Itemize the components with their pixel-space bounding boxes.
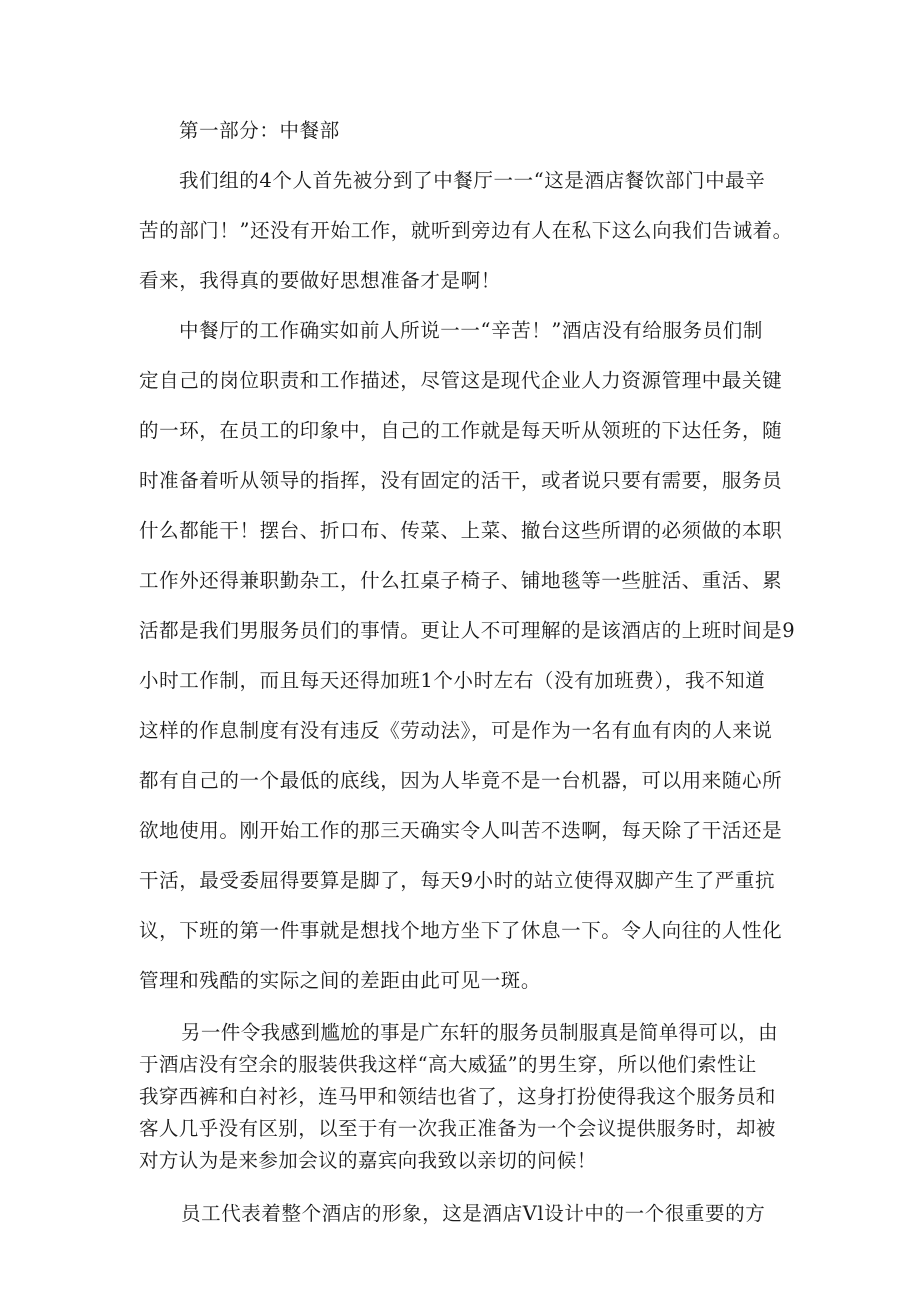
paragraph-line: 我们组的4个人首先被分到了中餐厅一一“这是酒店餐饮部门中最辛	[179, 169, 766, 192]
paragraph-line: 小时工作制，而且每天还得加班1个小时左右（没有加班费），我不知道	[139, 669, 766, 692]
paragraph-line: 定自己的岗位职责和工作描述，尽管这是现代企业人力资源管理中最关键	[139, 369, 783, 392]
paragraph-line: 中餐厅的工作确实如前人所说一一“辛苦！”酒店没有给服务员们制	[179, 319, 763, 342]
paragraph-line: 什么都能干！摆台、折口布、传菜、上菜、撤台这些所谓的必须做的本职	[139, 519, 783, 542]
paragraph-line: 苦的部门！”还没有开始工作，就听到旁边有人在私下这么向我们告诫着。	[139, 219, 793, 242]
paragraph-line: 欲地使用。刚开始工作的那三天确实令人叫苦不迭啊，每天除了干活还是	[139, 819, 783, 842]
paragraph-line: 都有自己的一个最低的底线，因为人毕竟不是一台机器，可以用来随心所	[139, 769, 783, 792]
paragraph-line: 客人几乎没有区别，以至于有一次我正准备为一个会议提供服务时，却被	[139, 1117, 776, 1140]
paragraph-line: 于酒店没有空余的服装供我这样“高大威猛”的男生穿，所以他们索性让	[139, 1053, 757, 1076]
paragraph-line: 看来，我得真的要做好思想准备才是啊！	[139, 269, 501, 292]
section-heading: 第一部分：中餐部	[179, 119, 340, 142]
paragraph-line: 员工代表着整个酒店的形象，这是酒店Vl设计中的一个很重要的方	[181, 1202, 766, 1225]
paragraph-line: 工作外还得兼职勤杂工，什么扛桌子椅子、铺地毯等一些脏活、重活、累	[139, 569, 783, 592]
paragraph-line: 活都是我们男服务员们的事情。更让人不可理解的是该酒店的上班时间是9	[139, 619, 796, 642]
paragraph-line: 对方认为是来参加会议的嘉宾向我致以亲切的问候！	[139, 1149, 597, 1172]
paragraph-line: 干活，最受委屈得要算是脚了，每天9小时的站立使得双脚产生了严重抗	[139, 869, 776, 892]
paragraph-line: 我穿西裤和白衬衫，连马甲和领结也省了，这身打扮使得我这个服务员和	[139, 1085, 776, 1108]
paragraph-line: 另一件令我感到尴尬的事是广东轩的服务员制服真是简单得可以，由	[181, 1021, 779, 1044]
paragraph-line: 的一环，在员工的印象中，自己的工作就是每天听从领班的下达任务，随	[139, 419, 783, 442]
paragraph-line: 管理和残酷的实际之间的差距由此可见一斑。	[139, 969, 542, 992]
paragraph-line: 这样的作息制度有没有违反《劳动法》，可是作为一名有血有肉的人来说	[139, 719, 773, 742]
paragraph-line: 议，下班的第一件事就是想找个地方坐下了休息一下。令人向往的人性化	[139, 919, 783, 942]
paragraph-line: 时准备着听从领导的指挥，没有固定的活干，或者说只要有需要，服务员	[139, 469, 783, 492]
